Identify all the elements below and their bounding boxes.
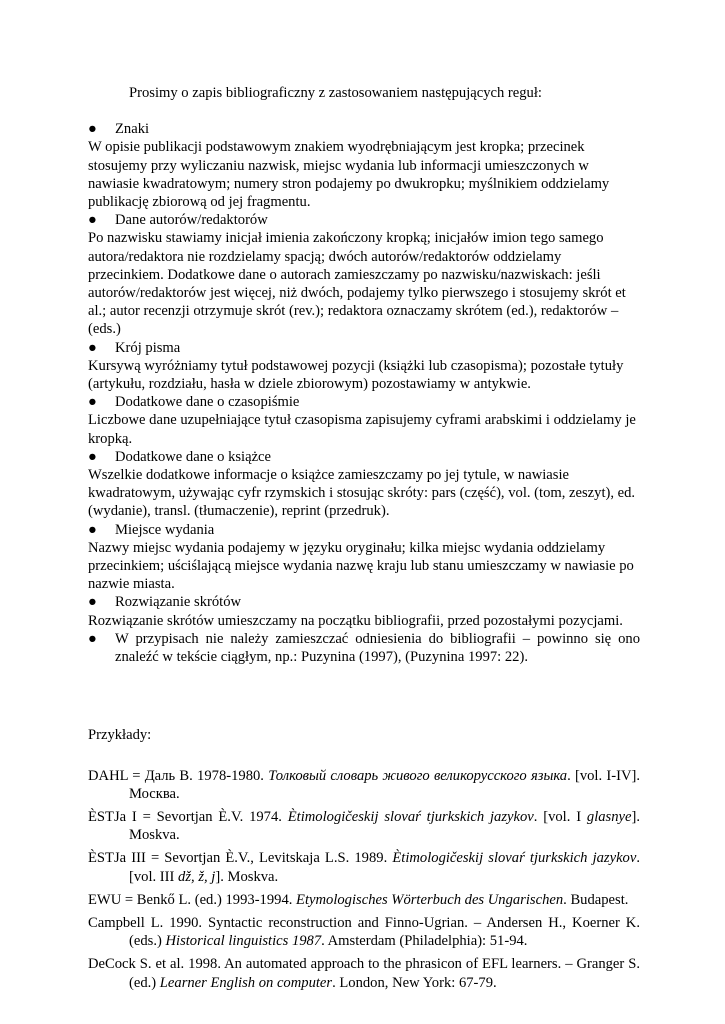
rule-item-place (88, 521, 640, 594)
reference-entry: ÈSTJa III = Sevortjan È.V., Levitskaja L.S. 1989. Ètimologičeskij slovaŕ tjurkskich jazykov. [vol. III dž, ž, j]. Moskva. (88, 850, 640, 885)
intro-text: Prosimy o zapis bibliograficzny z zastosowaniem następujących reguł: (129, 85, 542, 101)
rule-item-typeface (88, 339, 640, 394)
reference-entry: DeCock S. et al. 1998. An automated approach to the phrasicon of EFL learners. – Granger S. (ed.) Learner English on computer. London, New York: 67-79. (88, 956, 640, 991)
examples-title: Przykłady: (88, 727, 152, 744)
rule-heading: Rozwiązanie skrótów (115, 594, 242, 611)
rule-heading: Miejsce wydania (115, 521, 215, 538)
bullet-icon: ● (88, 121, 97, 138)
rule-item-journal (88, 393, 640, 448)
bullet-icon: ● (88, 630, 97, 647)
bullet-icon: ● (88, 448, 97, 465)
rule-heading: Krój pisma (115, 339, 181, 356)
reference-entry: ÈSTJa I = Sevortjan È.V. 1974. Ètimologičeskij slovaŕ tjurkskich jazykov. [vol. I glasnye]. Moskva. (88, 808, 640, 844)
bullet-icon: ● (88, 594, 97, 611)
rule-body: Liczbowe dane uzupełniające tytuł czasopisma zapisujemy cyframi arabskimi i oddzielamy je kropką. (88, 412, 636, 447)
bullet-icon: ● (88, 339, 97, 356)
reference-entry: DAHL = Даль В. 1978-1980. Толковый словарь живого великорусского языка. [vol. I-IV]. Москва. (88, 767, 641, 802)
rule-body: Po nazwisku stawiamy inicjał imienia zakończony kropką; inicjałów imion tego samego autora/redaktora nie rozdzielamy spacją; dwóch autorów/redaktorów oddzielamy przecinkiem. Dodatkowe dane o autorach zamieszczamy po nazwisku/nazwiskach: jeśli autorów/redaktorów jest więcej, niż dwóch, podajemy tylko pierwszego i stosujemy skrót et al.; autor recenzji otrzymuje skrót (rev.); redaktora oznaczamy skrótem (ed.), redaktorów – (eds.) (88, 230, 626, 338)
rule-item-znaki (88, 120, 640, 211)
rule-heading: Znaki (115, 121, 150, 138)
reference-entry: EWU = Benkő L. (ed.) 1993-1994. Etymologisches Wörterbuch des Ungarischen. Budapest. (88, 891, 629, 908)
reference-entry: Campbell L. 1990. Syntactic reconstruction and Finno-Ugrian. – Andersen H., Koerner K. (eds.) Historical linguistics 1987. Amsterdam (Philadelphia): 51-94. (88, 914, 640, 950)
rule-body: Wszelkie dodatkowe informacje o książce zamieszczamy po jej tytule, w nawiasie kwadratowym, używając cyfr rzymskich i stosując skróty: pars (część), vol. (tom, zeszyt), ed. (wydanie), transl. (tłumaczenie), reprint (przedruk). (88, 467, 636, 520)
rule-item-footnotes (88, 630, 640, 666)
rule-item-authors (88, 211, 640, 338)
document-page (88, 84, 640, 997)
references-list (88, 767, 640, 992)
rule-heading: Dodatkowe dane o książce (115, 448, 272, 465)
rule-body: Rozwiązanie skrótów umieszczamy na początku bibliografii, przed pozostałymi pozycjami. (88, 612, 623, 629)
bullet-icon: ● (88, 212, 97, 229)
bullet-icon: ● (88, 394, 97, 411)
rule-heading: Dane autorów/redaktorów (115, 212, 268, 229)
rule-heading: Dodatkowe dane o czasopiśmie (115, 394, 300, 411)
final-note: W przypisach nie należy zamieszczać odniesienia do bibliografii – powinno się ono znaleźć w tekście ciągłym, np.: Puzynina (1997), (Puzynina 1997: 22). (115, 630, 640, 666)
bullet-icon: ● (88, 521, 97, 538)
rule-item-book (88, 448, 640, 521)
rules-list (88, 120, 640, 666)
rule-item-abbreviations (88, 593, 640, 629)
rule-body: Nazwy miejsc wydania podajemy w języku oryginału; kilka miejsc wydania oddzielamy przecinkiem; uściślającą miejsce wydania nazwę kraju lub stanu umieszczamy w nawiasie po nazwie miasta. (88, 539, 634, 593)
rule-body: W opisie publikacji podstawowym znakiem wyodrębniającym jest kropka; przecinek stosujemy przy wyliczaniu nazwisk, miejsc wydania lub informacji umieszczonych w nawiasie kwadratowym; numery stron podajemy po dwukropku; myślnikiem oddzielamy publikację zbiorową od jej fragmentu. (88, 139, 610, 211)
rule-body: Kursywą wyróżniamy tytuł podstawowej pozycji (książki lub czasopisma); pozostałe tytuły (artykułu, rozdziału, hasła w dziele zbiorowym) pozostawiamy w antykwie. (88, 357, 624, 393)
